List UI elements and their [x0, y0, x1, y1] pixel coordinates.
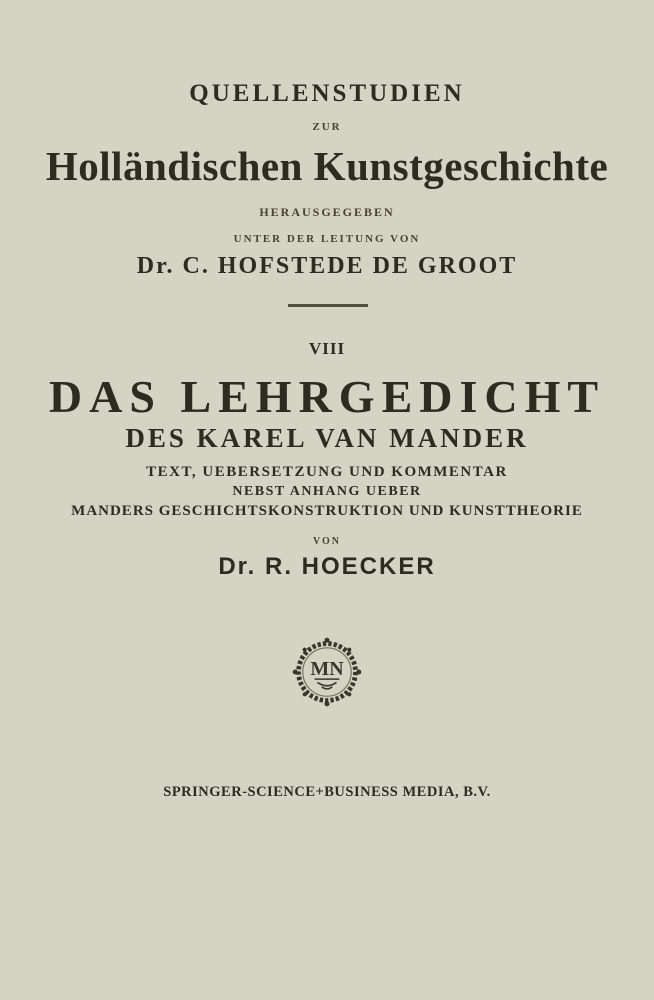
- series-connector: ZUR: [312, 121, 342, 133]
- publisher-logo: [0, 634, 654, 710]
- publisher-imprint: SPRINGER-SCIENCE+BUSINESS MEDIA, B.V.: [163, 784, 491, 800]
- book-title: DAS LEHRGEDICHT: [48, 371, 606, 422]
- divider-rule: [288, 304, 368, 307]
- description-line-3: MANDERS GESCHICHTSKONSTRUKTION UND KUNSTTHEORIE: [71, 503, 583, 519]
- book-subtitle: DES KAREL VAN MANDER: [125, 423, 529, 453]
- by-label: VON: [312, 536, 342, 547]
- series-title: QUELLENSTUDIEN: [189, 80, 465, 107]
- edited-by-label: HERAUSGEGEBEN: [259, 205, 395, 219]
- publisher-wreath-monogram-icon: [289, 634, 365, 710]
- description-line-2: NEBST ANHANG UEBER: [232, 484, 422, 499]
- description-line-1: TEXT, UEBERSETZUNG UND KOMMENTAR: [146, 464, 508, 480]
- series-subject: Holländischen Kunstgeschichte: [45, 143, 609, 189]
- series-editor-name: Dr. C. HOFSTEDE DE GROOT: [136, 253, 518, 279]
- volume-number: VIII: [308, 339, 346, 358]
- logo-monogram-text: MN: [310, 657, 344, 680]
- author-name: Dr. R. HOECKER: [218, 553, 436, 580]
- edited-under-direction-label: UNTER DER LEITUNG VON: [233, 233, 421, 245]
